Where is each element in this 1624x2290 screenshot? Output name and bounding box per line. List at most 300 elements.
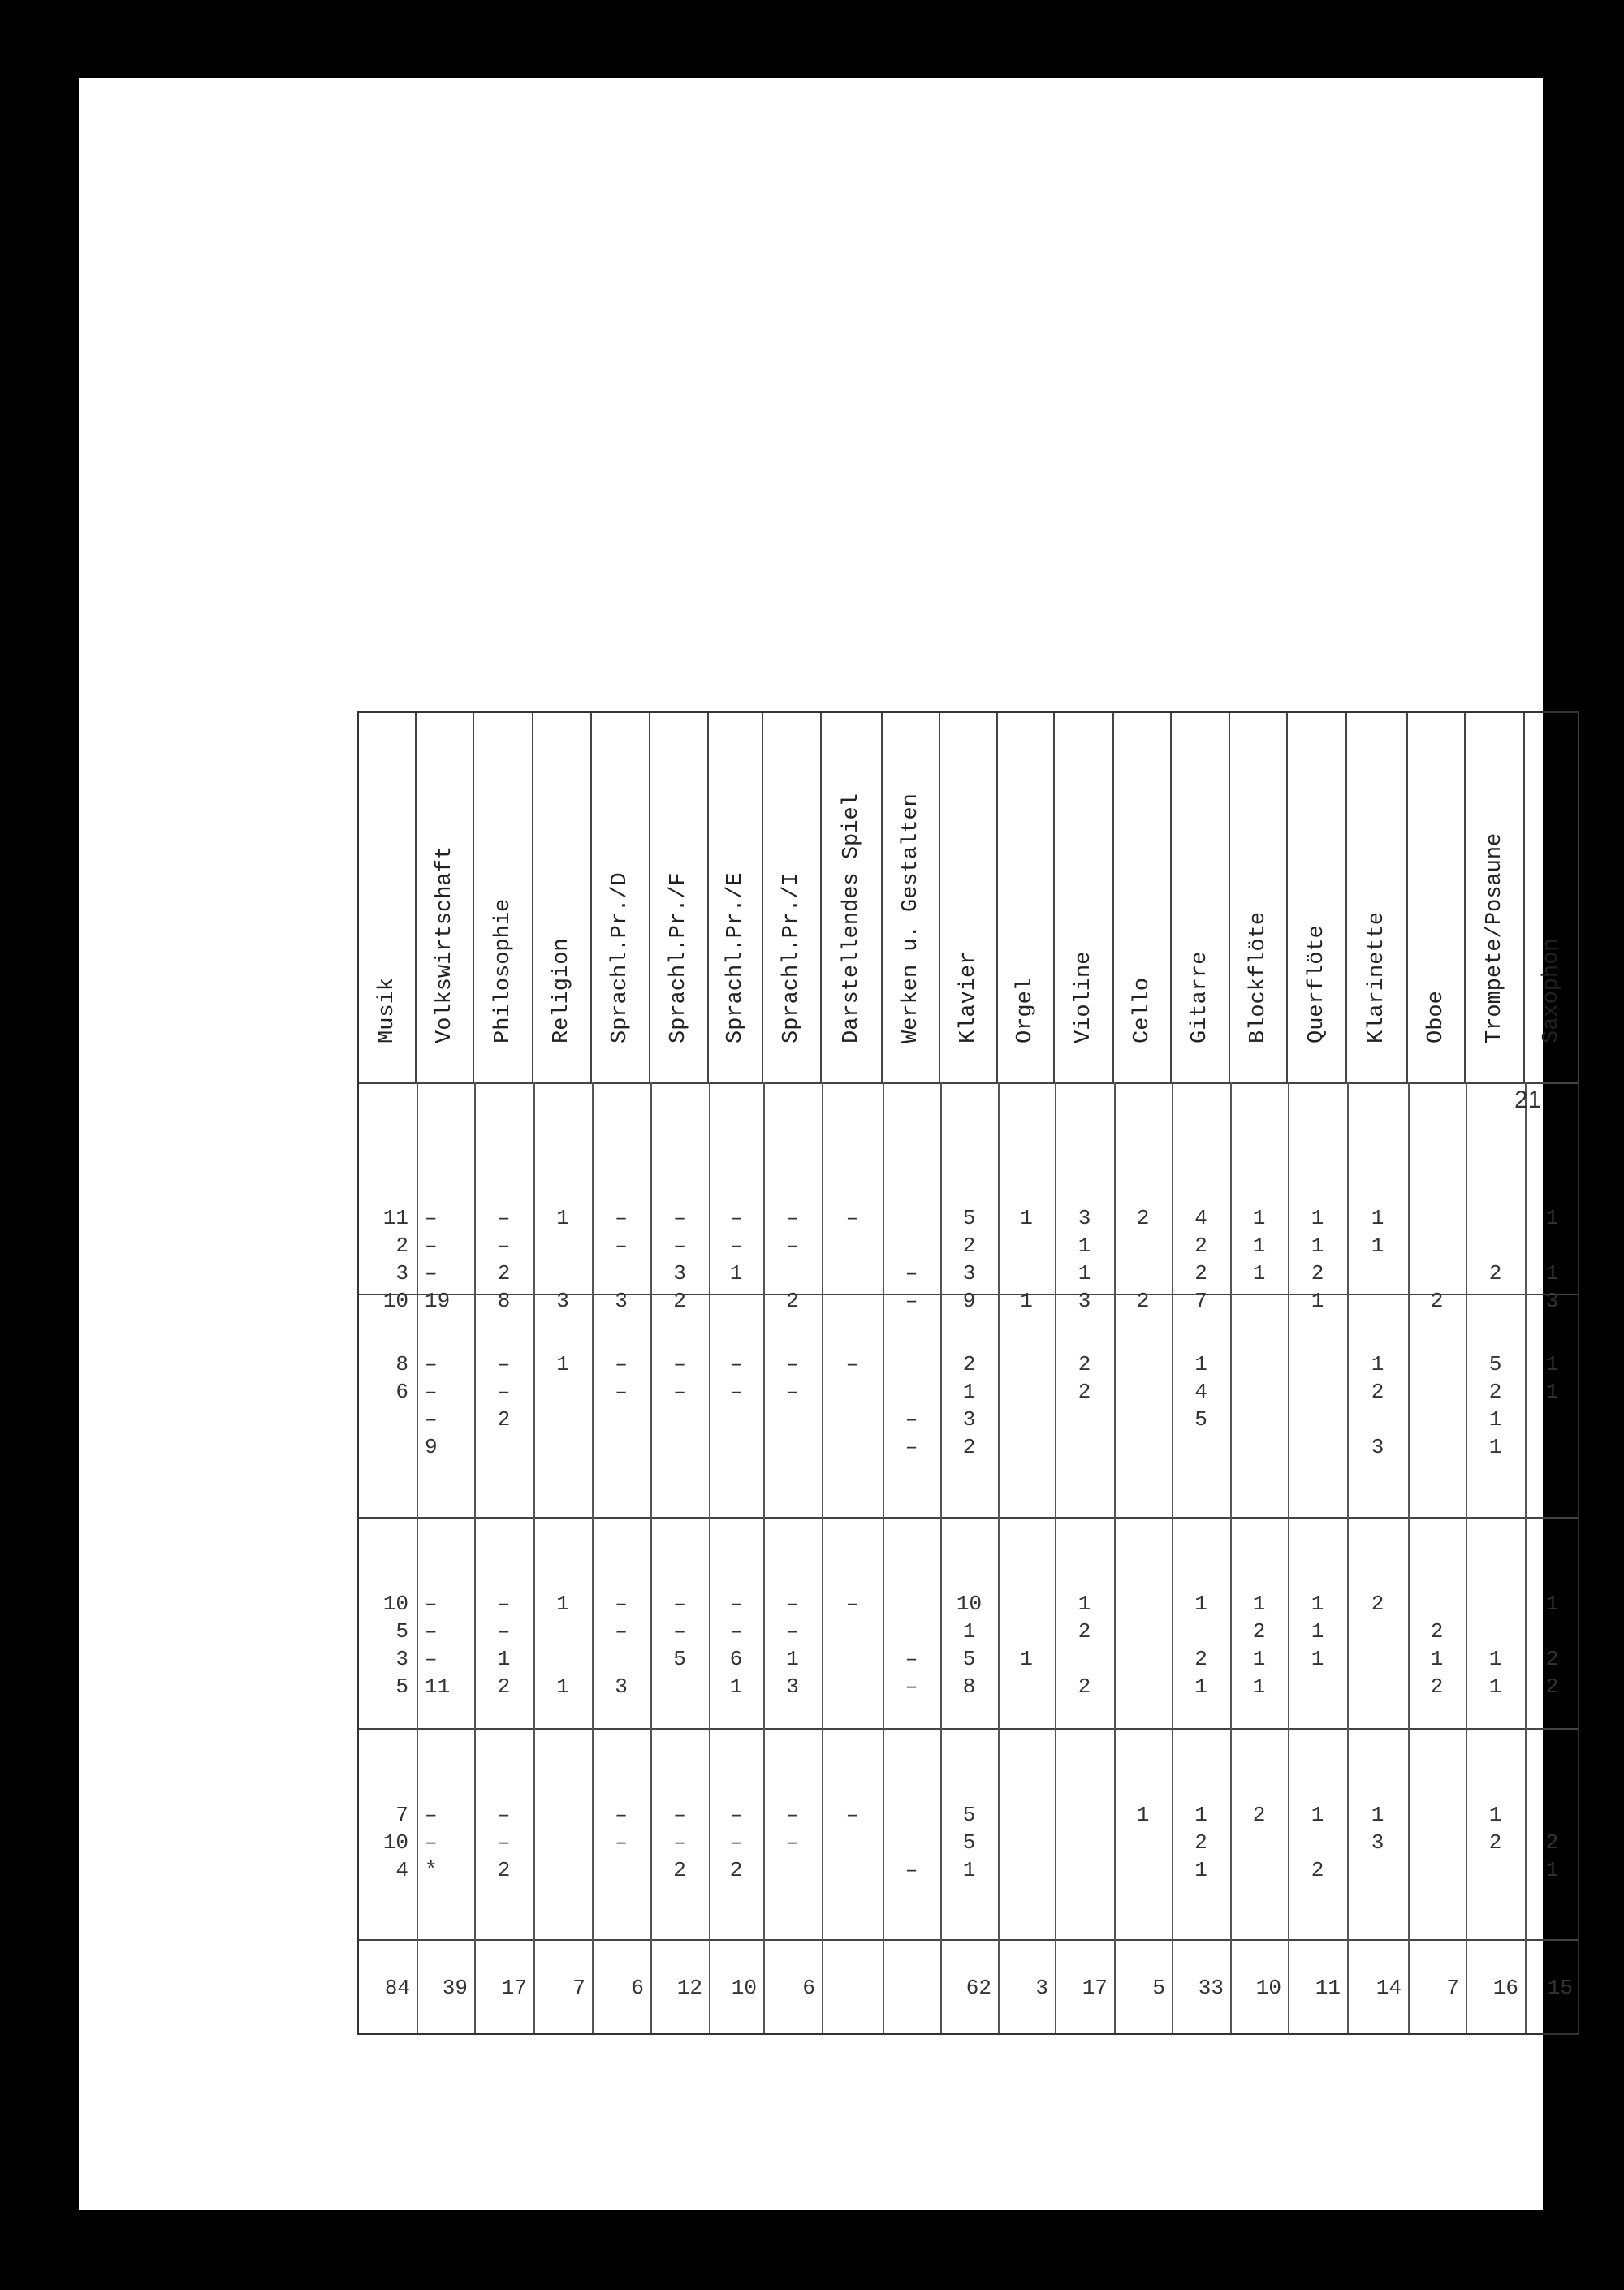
cell-value: 3 [615, 1674, 628, 1699]
cell-value [1416, 1433, 1458, 1461]
cell-value [891, 1618, 932, 1645]
cell-value: 3 [556, 1289, 569, 1313]
cell-value: – [786, 1830, 799, 1855]
cell-value: 2 [497, 1261, 511, 1285]
cell-value: – [845, 1352, 859, 1376]
cell-value [830, 1260, 875, 1287]
cell-value: 1 [1078, 1592, 1091, 1616]
total-cell: 16 [1492, 1976, 1518, 2000]
cell-value: 3 [786, 1674, 799, 1699]
cell-value [1122, 1673, 1164, 1700]
cell-value [1122, 1590, 1164, 1618]
table-cell [940, 1590, 998, 1700]
cell-value: 1 [1488, 1674, 1502, 1699]
table-cell [763, 1801, 822, 1884]
cell-value: 1 [1252, 1234, 1266, 1258]
total-cell: 17 [1082, 1976, 1108, 2000]
cell-value: 5 [962, 1206, 976, 1230]
column-header-label: Sprachl.Pr./E [723, 872, 748, 1043]
cell-value: 2 [1078, 1619, 1091, 1644]
cell-value: 1 [1488, 1647, 1502, 1671]
cell-value: 1 [1311, 1592, 1324, 1616]
table-cell [1172, 1801, 1230, 1884]
cell-value: – [497, 1592, 511, 1616]
cell-value: – [729, 1234, 743, 1258]
table-cell [359, 1204, 417, 1315]
cell-value: 1 [1371, 1803, 1384, 1827]
cell-value [1006, 1590, 1047, 1618]
table-cell [763, 1590, 822, 1700]
cell-value: 2 [962, 1352, 976, 1376]
table-cell [1230, 1590, 1288, 1700]
cell-value [542, 1406, 584, 1433]
cell-value: 1 [1194, 1592, 1207, 1616]
cell-value: – [786, 1234, 799, 1258]
cell-value: – [786, 1803, 799, 1827]
cell-value: 2 [673, 1289, 686, 1313]
cell-value [1006, 1618, 1047, 1645]
cell-value: 2 [1078, 1674, 1091, 1699]
cell-value: 1 [1078, 1261, 1091, 1285]
cell-value: 3 [615, 1289, 628, 1313]
document-page [79, 78, 1573, 2210]
table-cell [998, 1590, 1055, 1700]
cell-value [1416, 1378, 1458, 1406]
total-cell: 6 [802, 1976, 815, 2000]
cell-value: – [905, 1647, 918, 1671]
cell-value: 1 [1020, 1206, 1033, 1230]
cell-value: – [425, 1261, 438, 1285]
cell-value [1063, 1856, 1106, 1884]
cell-value [1063, 1433, 1106, 1461]
cell-value: – [497, 1380, 511, 1404]
cell-value: 1 [1020, 1647, 1033, 1671]
cell-value: 2 [962, 1435, 976, 1459]
cell-value: – [845, 1592, 859, 1616]
cell-value: – [615, 1619, 628, 1644]
cell-value: 1 [1194, 1674, 1207, 1699]
cell-value: 1 [962, 1619, 976, 1644]
cell-value: 5 [962, 1830, 976, 1855]
column-header [1408, 713, 1466, 1082]
cell-value [1416, 1801, 1458, 1829]
cell-value: 2 [1545, 1674, 1559, 1699]
cell-value: 2 [1252, 1803, 1266, 1827]
total-cell: 14 [1376, 1976, 1402, 2000]
cell-value: – [905, 1261, 918, 1285]
cell-value: 1 [1371, 1352, 1384, 1376]
cell-value: 2 [1545, 1647, 1559, 1671]
column-header [1288, 713, 1347, 1082]
table-cell [1172, 1350, 1230, 1461]
cell-value: 8 [497, 1289, 511, 1313]
cell-value: 1 [1311, 1234, 1324, 1258]
table-cell [1114, 1801, 1172, 1884]
column-header-label: Werken u. Gestalten [898, 793, 923, 1043]
total-cell: 7 [1446, 1976, 1459, 2000]
cell-value: 2 [395, 1234, 408, 1258]
table-cell [1230, 1350, 1288, 1461]
table-cell [359, 1590, 417, 1700]
cell-value [891, 1829, 932, 1856]
cell-value [891, 1590, 932, 1618]
cell-value: 2 [1194, 1647, 1207, 1671]
table-cell [592, 1590, 650, 1700]
cell-value [1122, 1378, 1164, 1406]
table-cell [533, 1350, 592, 1461]
table-cell [1466, 1590, 1525, 1700]
cell-value [542, 1801, 584, 1829]
cell-value: 4 [1194, 1206, 1207, 1230]
table-cell [709, 1204, 763, 1315]
cell-value [1006, 1232, 1047, 1260]
cell-value [830, 1856, 875, 1884]
cell-value: 6 [395, 1380, 408, 1404]
cell-value: 1 [786, 1647, 799, 1671]
cell-value [1238, 1856, 1280, 1884]
cell-value: – [673, 1830, 686, 1855]
cell-value [1533, 1618, 1571, 1645]
cell-value [830, 1829, 875, 1856]
cell-value [1122, 1618, 1164, 1645]
cell-value: 1 [1371, 1234, 1384, 1258]
cell-value [830, 1406, 875, 1433]
cell-value: 2 [673, 1858, 686, 1882]
column-header [1466, 713, 1525, 1082]
cell-value: – [905, 1858, 918, 1882]
cell-value [542, 1856, 584, 1884]
cell-value [891, 1204, 932, 1232]
table-cell [1230, 1801, 1288, 1884]
cell-value [1416, 1590, 1458, 1618]
cell-value: 5 [395, 1619, 408, 1644]
cell-value: – [497, 1830, 511, 1855]
table-cell [883, 1590, 940, 1700]
cell-value: – [673, 1206, 686, 1230]
cell-value [1296, 1829, 1339, 1856]
table-cell [1055, 1801, 1114, 1884]
cell-value: 1 [1545, 1352, 1559, 1376]
cell-value: – [425, 1619, 438, 1644]
table-cell [650, 1801, 709, 1884]
total-cell: 7 [572, 1976, 585, 2000]
cell-value: – [673, 1803, 686, 1827]
column-header-label: Sprachl.Pr./F [667, 872, 691, 1043]
column-header-label: Violine [1071, 951, 1096, 1043]
cell-value: 1 [1311, 1803, 1324, 1827]
cell-value [830, 1232, 875, 1260]
table-cell [998, 1801, 1055, 1884]
cell-value: 1 [1545, 1380, 1559, 1404]
cell-value: 8 [962, 1674, 976, 1699]
column-header [474, 713, 533, 1082]
cell-value: 1 [1545, 1592, 1559, 1616]
cell-value: – [425, 1803, 438, 1827]
table-cell [998, 1350, 1055, 1461]
cell-value: – [497, 1803, 511, 1827]
total-cell: 84 [384, 1976, 410, 2000]
column-header-label: Klarinette [1364, 911, 1389, 1043]
cell-value: – [786, 1592, 799, 1616]
cell-value: 2 [1430, 1619, 1444, 1644]
cell-value: 11 [425, 1674, 451, 1699]
cell-value [1006, 1673, 1047, 1700]
cell-value: – [673, 1592, 686, 1616]
table-cell [1408, 1204, 1466, 1315]
column-header-label: Blockflöte [1246, 911, 1271, 1043]
cell-value [1122, 1645, 1164, 1673]
cell-value: 1 [1371, 1206, 1384, 1230]
cell-value [891, 1232, 932, 1260]
column-header [1347, 713, 1408, 1082]
table-cell [592, 1801, 650, 1884]
cell-value [1006, 1378, 1047, 1406]
column-header [1114, 713, 1172, 1082]
cell-value: – [425, 1206, 438, 1230]
cell-value: – [729, 1380, 743, 1404]
total-cell: 10 [731, 1976, 757, 2000]
cell-value [1063, 1645, 1106, 1673]
table-cell [1114, 1204, 1172, 1315]
cell-value [1238, 1433, 1280, 1461]
page-number: 21 [1514, 1087, 1542, 1113]
cell-value: – [425, 1647, 438, 1671]
table-cell [650, 1590, 709, 1700]
cell-value: 1 [1020, 1289, 1033, 1313]
cell-value [717, 1287, 755, 1315]
cell-value [1006, 1350, 1047, 1378]
table-cell [822, 1204, 883, 1315]
cell-value [1355, 1618, 1400, 1645]
column-header [940, 713, 998, 1082]
cell-value [542, 1618, 584, 1645]
cell-value [1006, 1260, 1047, 1287]
cell-value [542, 1378, 584, 1406]
cell-value: 3 [962, 1407, 976, 1432]
cell-value [659, 1673, 701, 1700]
total-cell: 39 [442, 1976, 468, 2000]
cell-value: – [905, 1674, 918, 1699]
cell-value: 9 [962, 1289, 976, 1313]
cell-value: 3 [395, 1261, 408, 1285]
total-cell: 15 [1547, 1976, 1573, 2000]
column-header-label: Sprachl.Pr./I [780, 872, 804, 1043]
cell-value [367, 1433, 408, 1461]
cell-value: 1 [1311, 1619, 1324, 1644]
cell-value: 3 [1371, 1435, 1384, 1459]
cell-value: 2 [497, 1858, 511, 1882]
table-cell [1525, 1350, 1579, 1461]
cell-value: 2 [1545, 1830, 1559, 1855]
column-header [417, 713, 474, 1082]
cell-value: – [786, 1380, 799, 1404]
column-header [359, 713, 417, 1082]
cell-value [542, 1645, 584, 1673]
cell-value: 3 [962, 1261, 976, 1285]
column-header [998, 713, 1055, 1082]
table-cell [1525, 1590, 1579, 1700]
cell-value: 1 [556, 1674, 569, 1699]
table-cell [1055, 1590, 1114, 1700]
table-cell [940, 1801, 998, 1884]
table-cell [709, 1350, 763, 1461]
cell-value [1296, 1406, 1339, 1433]
table-cell [1114, 1350, 1172, 1461]
cell-value [1296, 1350, 1339, 1378]
cell-value [1238, 1406, 1280, 1433]
cell-value: 1 [1545, 1261, 1559, 1285]
cell-value: 1 [1488, 1803, 1502, 1827]
cell-value [600, 1406, 642, 1433]
cell-value: 2 [1252, 1619, 1266, 1644]
table-cell [592, 1204, 650, 1315]
cell-value [1063, 1829, 1106, 1856]
cell-value: 1 [1252, 1674, 1266, 1699]
cell-value: 2 [786, 1289, 799, 1313]
total-cell: 33 [1198, 1976, 1224, 2000]
cell-value [1122, 1829, 1164, 1856]
cell-value [1355, 1856, 1400, 1884]
cell-value: – [729, 1803, 743, 1827]
cell-value [717, 1406, 755, 1433]
table-cell [883, 1801, 940, 1884]
cell-value: 2 [1136, 1289, 1150, 1313]
cell-value [830, 1673, 875, 1700]
cell-value: – [615, 1352, 628, 1376]
total-cell: 17 [501, 1976, 527, 2000]
cell-value: – [497, 1619, 511, 1644]
cell-value [1416, 1856, 1458, 1884]
cell-value: – [845, 1206, 859, 1230]
cell-value: – [673, 1352, 686, 1376]
cell-value [771, 1856, 814, 1884]
total-cell: 11 [1315, 1976, 1341, 2000]
cell-value [1122, 1350, 1164, 1378]
column-header-label: Religion [550, 938, 574, 1043]
table-cell [650, 1350, 709, 1461]
cell-value [1416, 1204, 1458, 1232]
cell-value [1533, 1232, 1571, 1260]
table-cell [533, 1590, 592, 1700]
cell-value [717, 1433, 755, 1461]
cell-value [1416, 1406, 1458, 1433]
table-cell [1288, 1350, 1347, 1461]
table-cell [1347, 1590, 1408, 1700]
cell-value: – [673, 1380, 686, 1404]
cell-value [1006, 1856, 1047, 1884]
total-cell: 6 [631, 1976, 644, 2000]
cell-value [1533, 1801, 1571, 1829]
table-cell [998, 1204, 1055, 1315]
table-cell [417, 1590, 474, 1700]
cell-value [1296, 1378, 1339, 1406]
cell-value: 1 [1545, 1206, 1559, 1230]
cell-value: – [729, 1206, 743, 1230]
table-cell [1347, 1801, 1408, 1884]
cell-value [1474, 1204, 1517, 1232]
cell-value: – [905, 1435, 918, 1459]
cell-value: 3 [1545, 1289, 1559, 1313]
total-cell: 62 [965, 1976, 991, 2000]
table-cell [533, 1204, 592, 1315]
column-header [650, 713, 709, 1082]
table-cell [1466, 1204, 1525, 1315]
cell-value: 1 [1430, 1647, 1444, 1671]
column-header [1525, 713, 1579, 1082]
cell-value [1416, 1232, 1458, 1260]
cell-value: 4 [1194, 1380, 1207, 1404]
table-cell [359, 1801, 417, 1884]
cell-value [1474, 1287, 1517, 1315]
cell-value [1006, 1406, 1047, 1433]
table-cell [1408, 1350, 1466, 1461]
table-cell [940, 1350, 998, 1461]
column-header [592, 713, 650, 1082]
column-header-label: Cello [1129, 977, 1155, 1043]
cell-value: 2 [1078, 1380, 1091, 1404]
table-cell [474, 1350, 533, 1461]
cell-value: 5 [395, 1674, 408, 1699]
table-cell [1172, 1204, 1230, 1315]
cell-value: 1 [1311, 1647, 1324, 1671]
cell-value [830, 1378, 875, 1406]
cell-value: 5 [673, 1647, 686, 1671]
total-cell: 5 [1152, 1976, 1165, 2000]
column-header-label: Klavier [956, 951, 981, 1043]
cell-value: – [615, 1803, 628, 1827]
cell-value [1296, 1433, 1339, 1461]
cell-value [1180, 1433, 1222, 1461]
cell-value [1006, 1829, 1047, 1856]
cell-value: 3 [395, 1647, 408, 1671]
cell-value: 7 [395, 1803, 408, 1827]
row-divider [359, 1728, 1578, 1730]
cell-value [891, 1350, 932, 1378]
table-cell [1288, 1590, 1347, 1700]
cell-value [1006, 1433, 1047, 1461]
column-header-label: Sprachl.Pr./D [608, 872, 633, 1043]
cell-value: 3 [1078, 1289, 1091, 1313]
cell-value: – [497, 1234, 511, 1258]
table-cell [592, 1350, 650, 1461]
cell-value: 2 [729, 1858, 743, 1882]
cell-value: 5 [1194, 1407, 1207, 1432]
cell-value: 2 [1371, 1380, 1384, 1404]
table-cell [883, 1350, 940, 1461]
cell-value [1474, 1618, 1517, 1645]
cell-value: 2 [1371, 1592, 1384, 1616]
cell-value: 1 [556, 1592, 569, 1616]
cell-value [1238, 1378, 1280, 1406]
column-header-label: Darstellendes Spiel [839, 793, 864, 1043]
table-cell [822, 1350, 883, 1461]
cell-value [600, 1433, 642, 1461]
cell-value: – [845, 1803, 859, 1827]
cell-value: 1 [556, 1206, 569, 1230]
cell-value: 1 [1252, 1647, 1266, 1671]
row-divider [359, 1517, 1578, 1519]
cell-value [830, 1618, 875, 1645]
cell-value [1063, 1801, 1106, 1829]
table-cell [474, 1801, 533, 1884]
table-cell [1055, 1204, 1114, 1315]
cell-value: 1 [1545, 1858, 1559, 1882]
cell-value [600, 1856, 642, 1884]
table-cell [940, 1204, 998, 1315]
cell-value: 2 [962, 1234, 976, 1258]
cell-value: – [615, 1592, 628, 1616]
cell-value: – [425, 1380, 438, 1404]
